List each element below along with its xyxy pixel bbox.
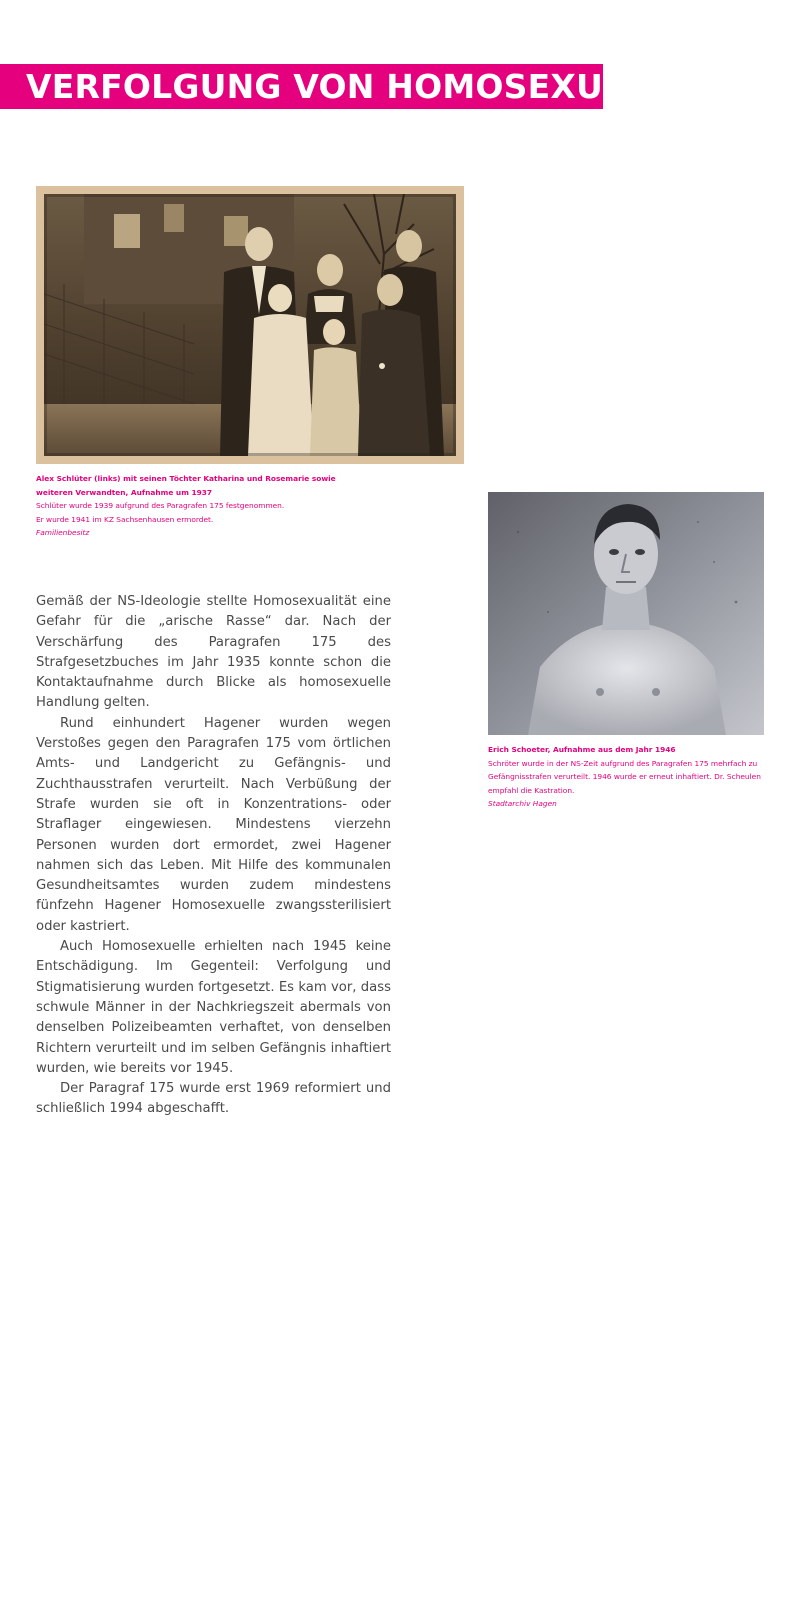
caption-line: Schlüter wurde 1939 aufgrund des Paragrafen 175 festgenommen. [36, 501, 285, 510]
paragraph: Der Paragraf 175 wurde erst 1969 reformiert und schließlich 1994 abgeschafft. [36, 1081, 391, 1117]
caption-source: Familienbesitz [36, 528, 90, 537]
family-photo-icon [44, 194, 456, 456]
caption-line: Gefängnisstrafen verurteilt. 1946 wurde er erneut inhaftiert. Dr. Scheulen [488, 772, 761, 781]
portrait-photo-icon [488, 492, 764, 735]
family-photo-caption [36, 472, 336, 540]
body-text [36, 592, 391, 1120]
caption-title-line: Erich Schoeter, Aufnahme aus dem Jahr 1946 [488, 745, 676, 754]
family-photo [36, 186, 464, 464]
paragraph: Gemäß der NS-Ideologie stellte Homosexualität eine Gefahr für die „arische Rasse“ dar. Nach der Verschärfung des Paragrafen 175 des Strafgesetzbuches im Jahr 1935 konnte schon die Kontaktaufnahme durch Blicke als homosexuelle Handlung gelten. [36, 594, 391, 711]
caption-source: Stadtarchiv Hagen [488, 799, 557, 808]
caption-line: Schröter wurde in der NS-Zeit aufgrund des Paragrafen 175 mehrfach zu [488, 758, 758, 768]
caption-title-line: Alex Schlüter (links) mit seinen Töchter Katharina und Rosemarie sowie [36, 474, 336, 483]
caption-line: empfahl die Kastration. [488, 785, 575, 795]
caption-line: Er wurde 1941 im KZ Sachsenhausen ermordet. [36, 514, 214, 524]
portrait-photo [488, 492, 764, 735]
caption-title-line: weiteren Verwandten, Aufnahme um 1937 [36, 487, 213, 497]
page-title: VERFOLGUNG VON HOMOSEXUELLEN [26, 67, 719, 106]
paragraph: Auch Homosexuelle erhielten nach 1945 keine Entschädigung. Im Gegenteil: Verfolgung und Stigmatisierung wurden fortgesetzt. Es kam vor, dass schwule Männer in der Nachkriegszeit abermals von denselben Polizeibeamten verhaftet, von denselben Richtern verurteilt und im selben Gefängnis inhaftiert wurden, wie bereits vor 1945. [36, 939, 391, 1076]
paragraph: Rund einhundert Hagener wurden wegen Verstoßes gegen den Paragrafen 175 vom örtlichen Amts- und Landgericht zu Gefängnis- und Zuchthausstrafen verurteilt. Nach Verbüßung der Strafe wurden sie oft in Konzentrations- oder Straflager eingewiesen. Mindestens vierzehn Personen wurden dort ermordet, zwei Hagener nahmen sich das Leben. Mit Hilfe des kommunalen Gesundheitsamtes wurden zudem mindestens fünfzehn Hagener Homosexuelle zwangssterilisiert oder kastriert. [36, 715, 391, 934]
portrait-photo-caption [488, 743, 768, 811]
title-banner [0, 64, 719, 109]
